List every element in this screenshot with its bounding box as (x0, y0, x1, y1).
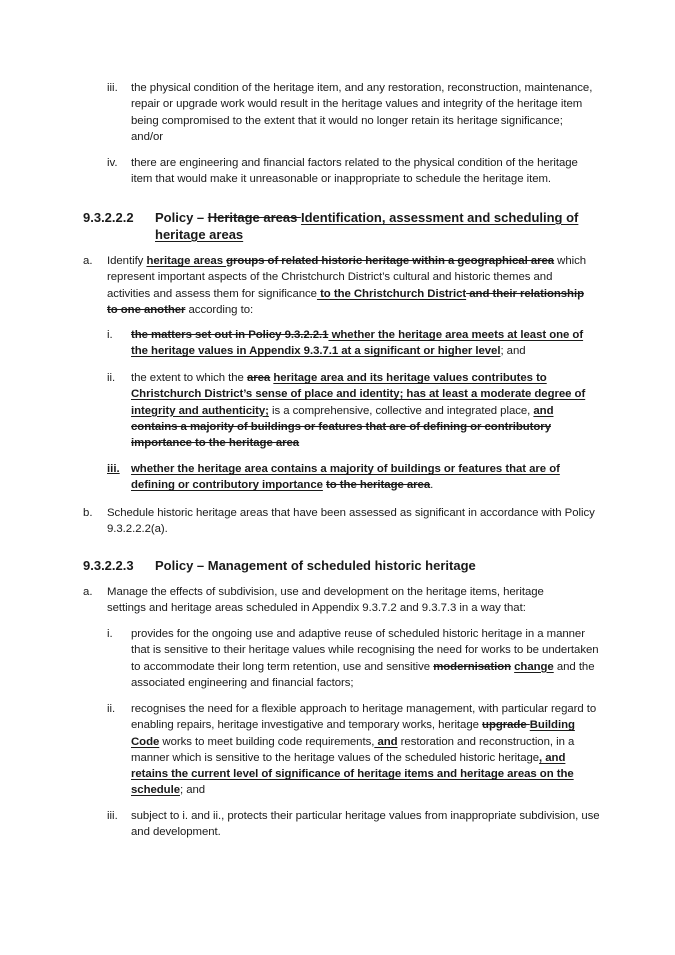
subitem-label-ii: ii. (107, 703, 116, 715)
text-run: . (430, 479, 434, 492)
subitem-iii (131, 808, 601, 841)
subitem-label-i: i. (107, 329, 113, 341)
subitem-i (131, 327, 597, 360)
clause-a (107, 584, 577, 617)
subitem-iii (131, 461, 597, 494)
clause-b (107, 505, 602, 538)
inserted-text: whether the heritage area contains a majority of buildings or features that are of defining or contributory importance (131, 463, 560, 492)
clause-label-a: a. (83, 586, 93, 598)
text-run: restoration and reconstruction, in a manner which is sensitive to the heritage values of the scheduled historic heritage (131, 735, 575, 764)
text-run: Schedule historic heritage areas that have been assessed as significant in accordance with Policy 9.3.2.2.2(a). (107, 507, 595, 536)
inserted-text: and (533, 404, 554, 417)
list-label-iv: iv. (107, 157, 118, 169)
deleted-text: groups of related historic heritage within a geographical area (226, 255, 555, 267)
subitem-i (131, 626, 601, 691)
inserted-text: to the Christchurch District (316, 287, 467, 300)
subitem-ii (131, 370, 597, 451)
text-run: provides for the ongoing use and adaptive reuse of scheduled historic heritage in a manner that is sensitive to their heritage values while recognising the need for works to be undertaken to accommodate their long term retention, use and sensitive (131, 628, 599, 673)
text-run: Identify (107, 255, 147, 267)
section-number: 9.3.2.2.3 (83, 558, 134, 573)
inserted-text: heritage areas (146, 255, 227, 267)
deleted-text: Heritage areas (207, 210, 301, 225)
inserted-text: change (514, 660, 554, 673)
text-run: there are engineering and financial factors related to the physical condition of the heritage item that would make it unreasonable or inappropriate to schedule the heritage item. (131, 157, 578, 186)
section-heading: Policy – Management of scheduled historic heritage (155, 558, 476, 573)
subitem-label-i: i. (107, 628, 113, 640)
inserted-text: Identification, assessment and scheduling of heritage areas (155, 210, 579, 242)
text-run: which represent important aspects of the Christchurch District’s cultural and historic themes and activities and assess them for significance (107, 255, 587, 300)
inserted-text: whether the heritage area meets at least one of the heritage values in Appendix 9.3.7.1 at a significant or higher level (131, 329, 584, 358)
deleted-text: and their relationship to one another (107, 287, 584, 316)
inserted-text: Building Code (131, 719, 575, 748)
inserted-text: heritage area and its heritage values contributes to Christchurch District’s sense of place and identity; has at least a moderate degree of integrity and authenticity; (131, 372, 586, 417)
subitem-label-ii: ii. (107, 372, 116, 384)
subitem-ii (131, 701, 601, 799)
clause-label-b: b. (83, 507, 93, 519)
text-run: is a comprehensive, collective and integrated place, (268, 404, 534, 417)
inserted-text: and (374, 735, 398, 748)
text-run: subject to i. and ii., protects their particular heritage values from inappropriate subdivision, use and development. (131, 810, 600, 839)
list-label-iii: iii. (107, 82, 118, 94)
subitem-label-iii: iii. (107, 463, 120, 475)
text-run: recognises the need for a flexible approach to heritage management, with particular regard to enabling repairs, heritage investigative and temporary works, heritage (131, 703, 597, 732)
deleted-text: to the heritage area (326, 479, 431, 492)
text-run: according to: (185, 303, 254, 316)
subitem-label-iii: iii. (107, 810, 118, 822)
text-run: ; and (179, 784, 206, 797)
text-run: Policy – (155, 210, 208, 225)
text-run: ; and (500, 345, 526, 358)
text-run: the extent to which the (131, 372, 247, 384)
text-run: the physical condition of the heritage item, and any restoration, reconstruction, maintenance, repair or upgrade work would result in the heritage values and integrity of the heritage item being compromised to the extent that it would no longer retain its heritage significance; and/or (131, 82, 593, 143)
text-run: works to meet building code requirements, (159, 735, 375, 748)
deleted-text: the matters set out in Policy 9.3.2.2.1 (131, 329, 329, 341)
list-item-iii (131, 80, 596, 145)
section-number: 9.3.2.2.2 (83, 210, 134, 225)
deleted-text: upgrade (482, 719, 530, 732)
inserted-text: , and retains the current level of significance of heritage items and heritage areas on the schedule (131, 751, 574, 797)
list-item-iv (131, 155, 601, 188)
text-run: Manage the effects of subdivision, use and development on the heritage items, heritage settings and heritage areas scheduled in Appendix 9.3.7.2 and 9.3.7.3 in a way that: (107, 586, 544, 615)
deleted-text: contains a majority of buildings or features that are of defining or contributory importance to the heritage area (131, 420, 551, 450)
text-run: and the associated engineering and financial factors; (131, 660, 595, 689)
clause-label-a: a. (83, 255, 93, 267)
clause-a (107, 253, 597, 318)
deleted-text: modernisation (433, 660, 512, 673)
section-heading (155, 209, 585, 243)
deleted-text: area (246, 372, 271, 384)
